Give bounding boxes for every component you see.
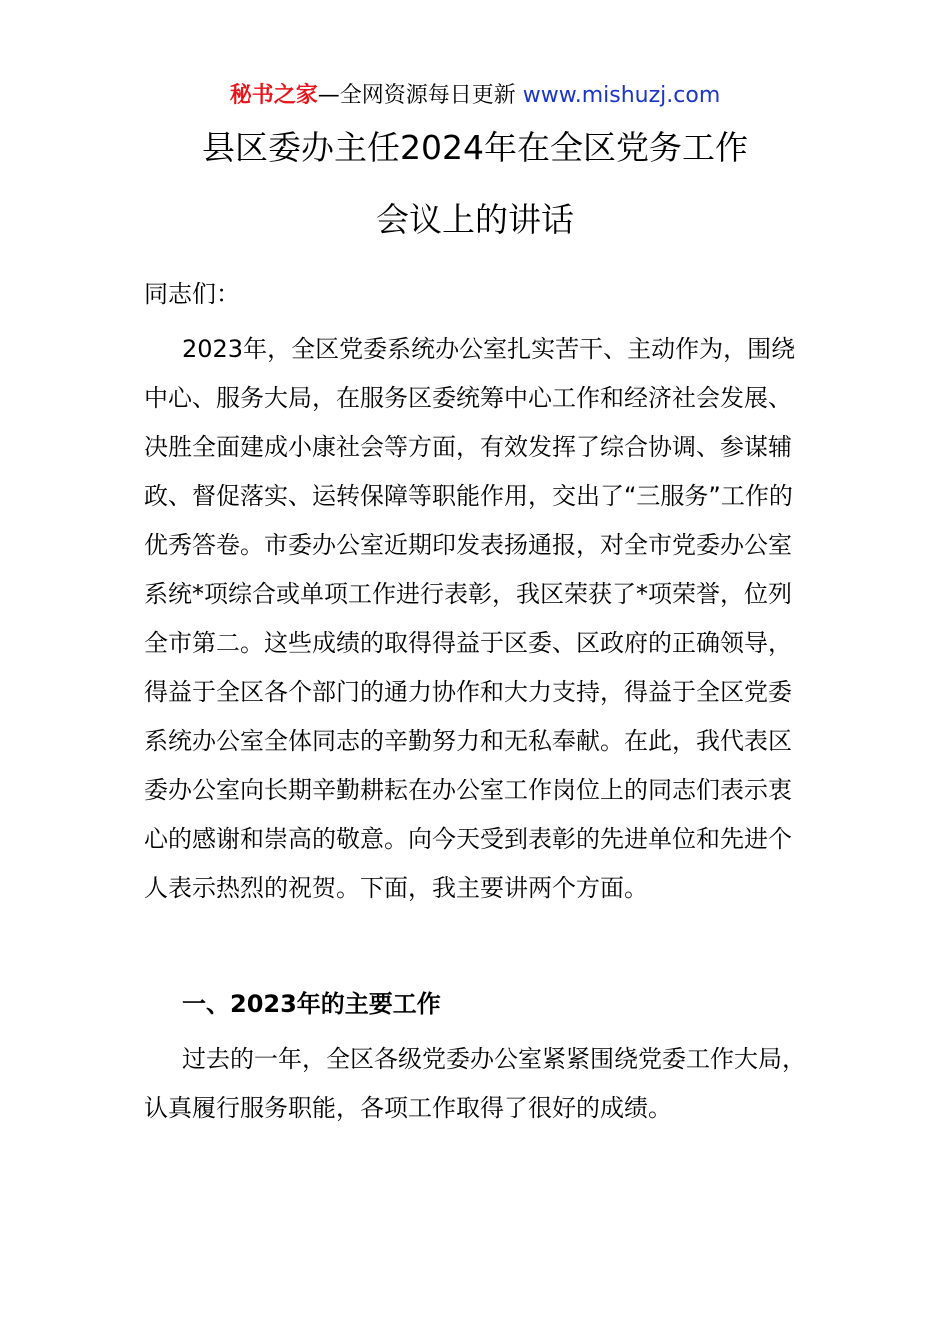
site-header [0, 80, 950, 112]
site-url-link[interactable]: www.mishuzj.com [522, 83, 721, 108]
brand-name: 秘书之家 [229, 83, 318, 108]
paragraph-1: 2023年，全区党委系统办公室扎实苦干、主动作为，围绕中心、服务大局，在服务区委统筹中心工作和经济社会发展、决胜全面建成小康社会等方面，有效发挥了综合协调、参谋辅政、督促落实、运转保障等职能作用，交出了“三服务”工作的优秀答卷。市委办公室近期印发表扬通报，对全市党委办公室系统*项综合或单项工作进行表彰，我区荣获了*项荣誉，位列全市第二。这些成绩的取得得益于区委、区政府的正确领导，得益于全区各个部门的通力协作和大力支持，得益于全区党委系统办公室全体同志的辛勤努力和无私奉献。在此，我代表区委办公室向长期辛勤耕耘在办公室工作岗位上的同志们表示衷心的感谢和崇高的敬意。向今天受到表彰的先进单位和先进个人表示热烈的祝贺。下面，我主要讲两个方面。 [144, 335, 796, 902]
header-tagline: —全网资源每日更新 [317, 83, 523, 108]
paragraph-2: 过去的一年，全区各级党委办公室紧紧围绕党委工作大局，认真履行服务职能，各项工作取得了很好的成绩。 [144, 1045, 806, 1122]
document-title-line-1: 县区委办主任2024年在全区党务工作 [202, 128, 748, 167]
document-title-line-2: 会议上的讲话 [376, 200, 574, 239]
section-heading-1: 一、2023年的主要工作 [182, 990, 441, 1018]
salutation: 同志们： [144, 280, 240, 308]
